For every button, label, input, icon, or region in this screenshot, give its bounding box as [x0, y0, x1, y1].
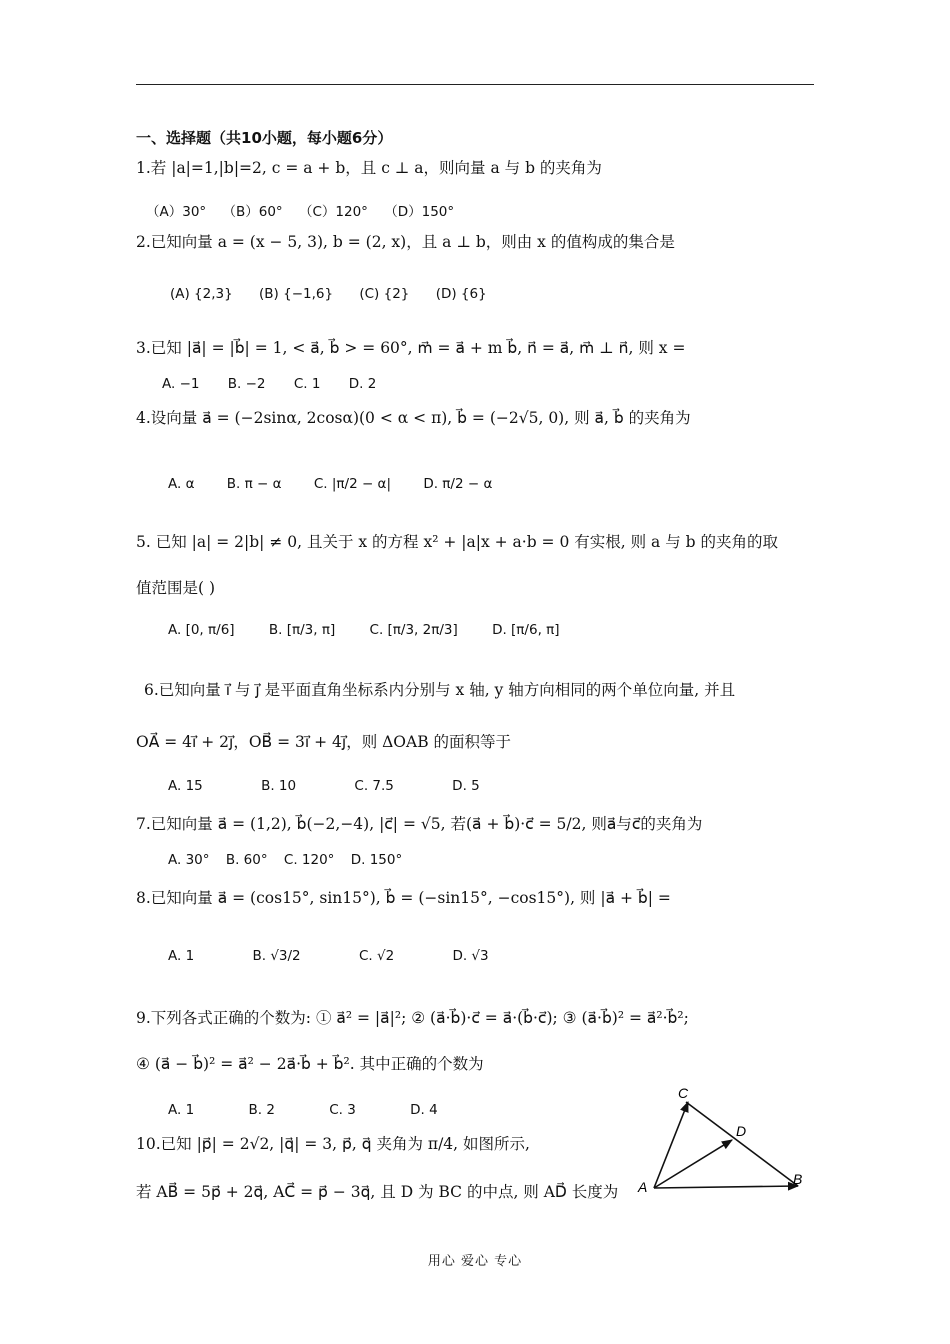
page-footer: 用心 爱心 专心: [427, 1254, 523, 1269]
label-a: A: [638, 1179, 648, 1195]
option-a: A. 30°: [168, 852, 210, 868]
question-10-stem: 10.已知 |p⃗| = 2√2, |q⃗| = 3, p⃗, q⃗ 夹角为 π/4, 如图所示,: [136, 1135, 530, 1153]
label-d: D: [736, 1123, 747, 1139]
question-6-options: [168, 776, 480, 796]
option-b: B. √3/2: [252, 948, 301, 964]
question-8-options: [168, 946, 489, 966]
option-d: D. π/2 − α: [423, 476, 493, 492]
option-c: C. 3: [329, 1102, 356, 1118]
option-c: C. 7.5: [354, 778, 394, 794]
vector-ad: [654, 1140, 732, 1188]
option-d: D. 150°: [350, 852, 403, 868]
question-9-options: [168, 1100, 438, 1120]
question-1-options: [146, 202, 454, 222]
option-d: D. 5: [452, 778, 480, 794]
question-6-stem: 6.已知向量 i⃗ 与 j⃗ 是平面直角坐标系内分别与 x 轴, y 轴方向相同的两个单位向量, 并且: [144, 681, 736, 699]
option-b: B. 2: [248, 1102, 275, 1118]
question-8-stem: 8.已知向量 a⃗ = (cos15°, sin15°), b⃗ = (−sin15°, −cos15°), 则 |a⃗ + b⃗| =: [136, 889, 671, 907]
question-7-stem: 7.已知向量 a⃗ = (1,2), b⃗(−2,−4), |c⃗| = √5, 若(a⃗ + b⃗)·c⃗ = 5/2, 则a⃗与c⃗的夹角为: [136, 815, 703, 833]
triangle-figure: [630, 1078, 810, 1208]
question-10-stem-cont: 若 AB⃗ = 5p⃗ + 2q⃗, AC⃗ = p⃗ − 3q⃗, 且 D 为 BC 的中点, 则 AD⃗ 长度为: [136, 1183, 619, 1201]
option-c: (C) {2}: [359, 286, 410, 302]
option-b: （B）60°: [222, 204, 283, 220]
option-c: C. [π/3, 2π/3]: [369, 622, 458, 638]
question-2-options: [170, 284, 487, 304]
question-5-stem-cont: 值范围是( ): [136, 579, 216, 597]
option-a: A. 1: [168, 1102, 195, 1118]
option-c: C. |π/2 − α|: [313, 476, 392, 492]
option-a: A. [0, π/6]: [168, 622, 235, 638]
question-7-options: [168, 850, 402, 870]
option-b: (B) {−1,6}: [259, 286, 334, 302]
question-1-stem: 1.若 |a|=1,|b|=2, c = a + b，且 c ⊥ a，则向量 a 与 b 的夹角为: [136, 159, 602, 177]
option-a: A. −1: [162, 376, 200, 392]
question-4-options: [168, 474, 492, 494]
question-4-stem: 4.设向量 a⃗ = (−2sinα, 2cosα)(0 < α < π), b⃗ = (−2√5, 0), 则 a⃗, b⃗ 的夹角为: [136, 409, 691, 427]
question-5-stem: 5. 已知 |a| = 2|b| ≠ 0, 且关于 x 的方程 x² + |a|x + a·b = 0 有实根, 则 a 与 b 的夹角的取: [136, 533, 778, 551]
option-c: C. 120°: [283, 852, 335, 868]
question-9-stem: 9.下列各式正确的个数为: ① a⃗² = |a⃗|²; ② (a⃗·b⃗)·c⃗ = a⃗·(b⃗·c⃗); ③ (a⃗·b⃗)² = a⃗²·b⃗²;: [136, 1009, 689, 1027]
option-c: C. √2: [358, 948, 395, 964]
question-3-options: [162, 374, 376, 394]
option-a: A. 1: [168, 948, 195, 964]
option-d: (D) {6}: [435, 286, 487, 302]
option-b: B. 10: [261, 778, 297, 794]
section-title: 一、选择题（共10小题，每小题6分）: [136, 129, 393, 147]
option-d: D. √3: [452, 948, 489, 964]
option-b: B. [π/3, π]: [268, 622, 336, 638]
segment-bc: [686, 1102, 798, 1186]
header-rule: [136, 84, 814, 85]
label-c: C: [678, 1085, 689, 1101]
option-a: A. α: [168, 476, 195, 492]
option-d: D. 2: [348, 376, 377, 392]
option-a: (A) {2,3}: [170, 286, 233, 302]
option-d: （D）150°: [384, 204, 455, 220]
question-5-options: [168, 620, 560, 640]
option-c: C. 1: [293, 376, 321, 392]
question-6-stem-cont: OA⃗ = 4i⃗ + 2j⃗，OB⃗ = 3i⃗ + 4j⃗，则 ΔOAB 的面积等于: [136, 733, 512, 751]
option-a: A. 15: [168, 778, 203, 794]
question-2-stem: 2.已知向量 a = (x − 5, 3), b = (2, x)，且 a ⊥ b，则由 x 的值构成的集合是: [136, 233, 675, 251]
option-b: B. 60°: [225, 852, 268, 868]
option-c: （C）120°: [298, 204, 368, 220]
vector-ac: [654, 1102, 688, 1188]
label-b: B: [793, 1171, 803, 1187]
option-b: B. −2: [227, 376, 266, 392]
option-a: （A）30°: [146, 204, 207, 220]
vector-ab: [654, 1186, 798, 1188]
option-b: B. π − α: [226, 476, 282, 492]
question-9-stem-cont: ④ (a⃗ − b⃗)² = a⃗² − 2a⃗·b⃗ + b⃗². 其中正确的个数为: [136, 1055, 484, 1073]
option-d: D. 4: [410, 1102, 438, 1118]
question-3-stem: 3.已知 |a⃗| = |b⃗| = 1, < a⃗, b⃗ > = 60°, m⃗ = a⃗ + m b⃗, n⃗ = a⃗, m⃗ ⊥ n⃗, 则 x =: [136, 339, 686, 357]
option-d: D. [π/6, π]: [492, 622, 560, 638]
